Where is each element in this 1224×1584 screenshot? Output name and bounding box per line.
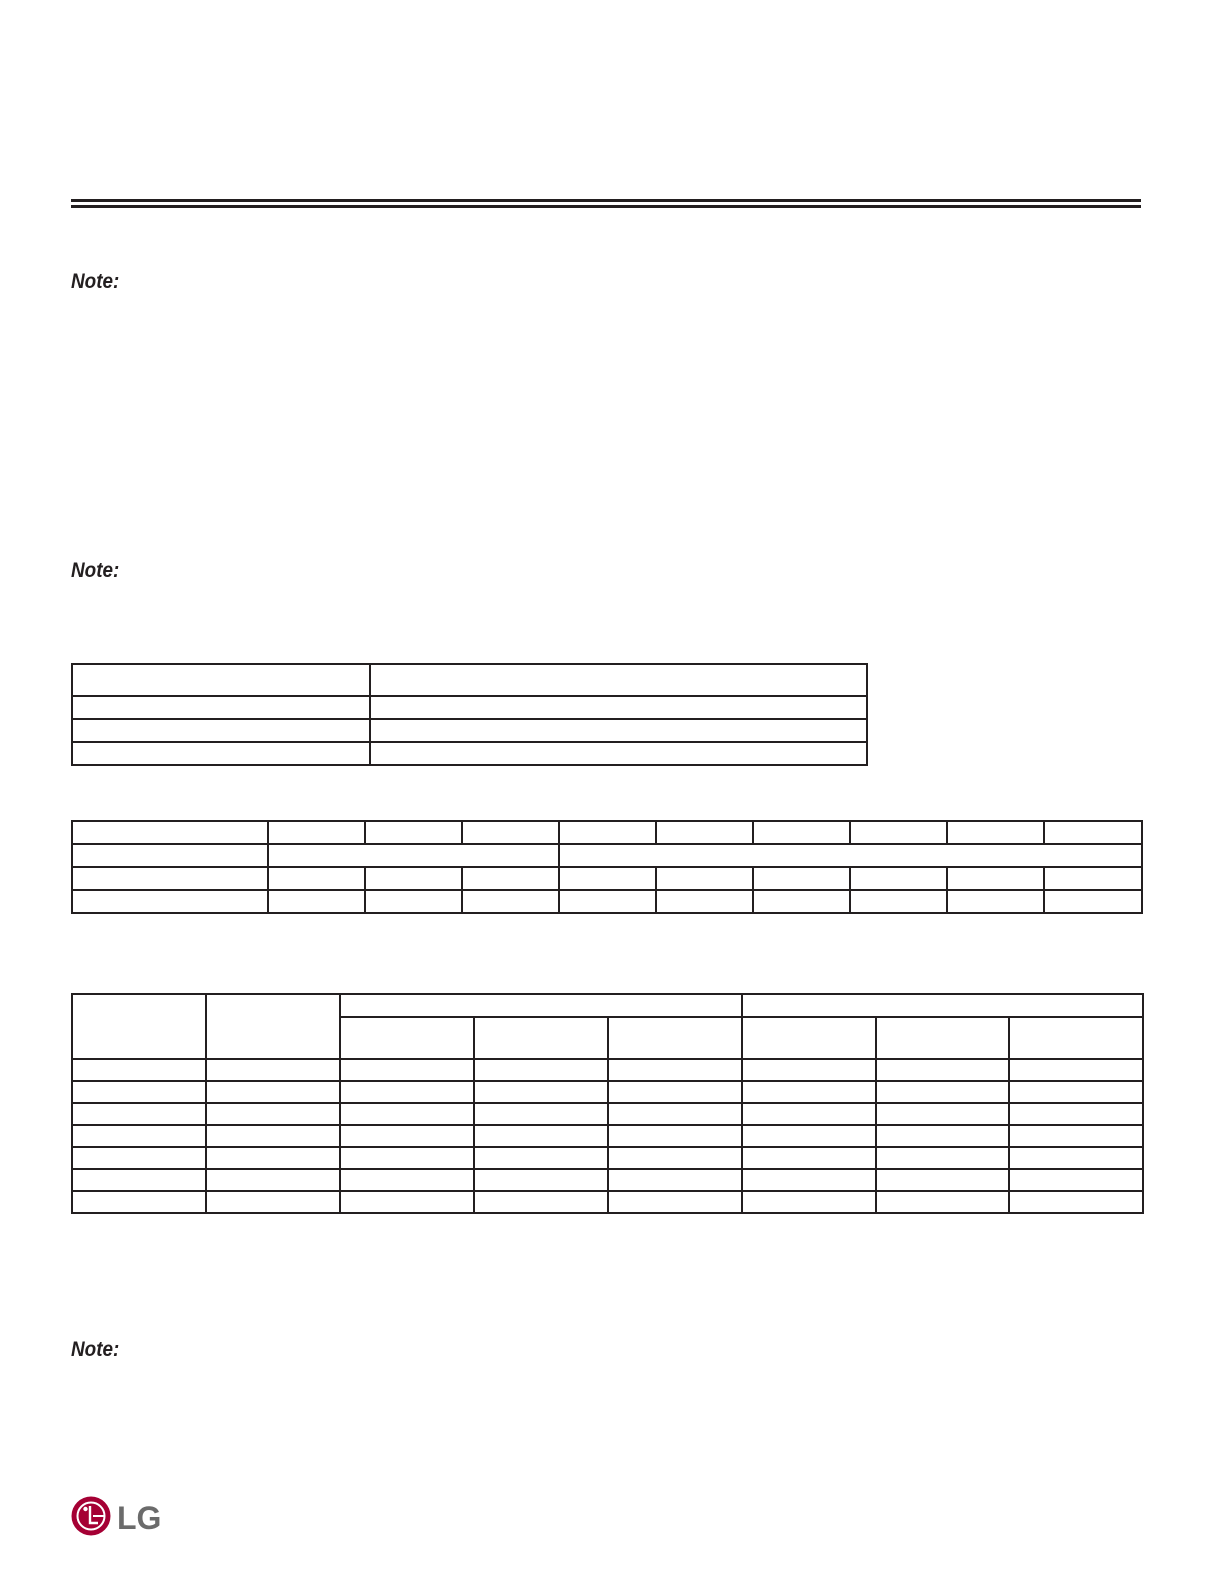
table-row — [72, 1191, 1143, 1213]
table-row — [72, 1103, 1143, 1125]
header-rule-top — [71, 199, 1141, 202]
lg-logo — [71, 1496, 163, 1536]
note-label-3: Note: — [71, 1338, 120, 1361]
header-rule-bottom — [71, 205, 1141, 208]
note-label-2: Note: — [71, 559, 120, 582]
table-row — [72, 844, 1142, 867]
lg-wordmark: LG — [117, 1500, 162, 1536]
table-row — [72, 890, 1142, 913]
table-row — [72, 1125, 1143, 1147]
table-header-row — [72, 994, 1143, 1017]
table-row — [72, 1059, 1143, 1081]
table-2 — [71, 820, 1143, 914]
table-row — [72, 696, 867, 719]
table-row — [72, 1169, 1143, 1191]
table-1 — [71, 663, 868, 766]
note-label-1: Note: — [71, 270, 120, 293]
table-row — [72, 664, 867, 696]
table-row — [72, 821, 1142, 844]
table-row — [72, 719, 867, 742]
table-3 — [71, 993, 1144, 1214]
table-row — [72, 742, 867, 765]
table-row — [72, 1147, 1143, 1169]
table-row — [72, 867, 1142, 890]
table-row — [72, 1081, 1143, 1103]
